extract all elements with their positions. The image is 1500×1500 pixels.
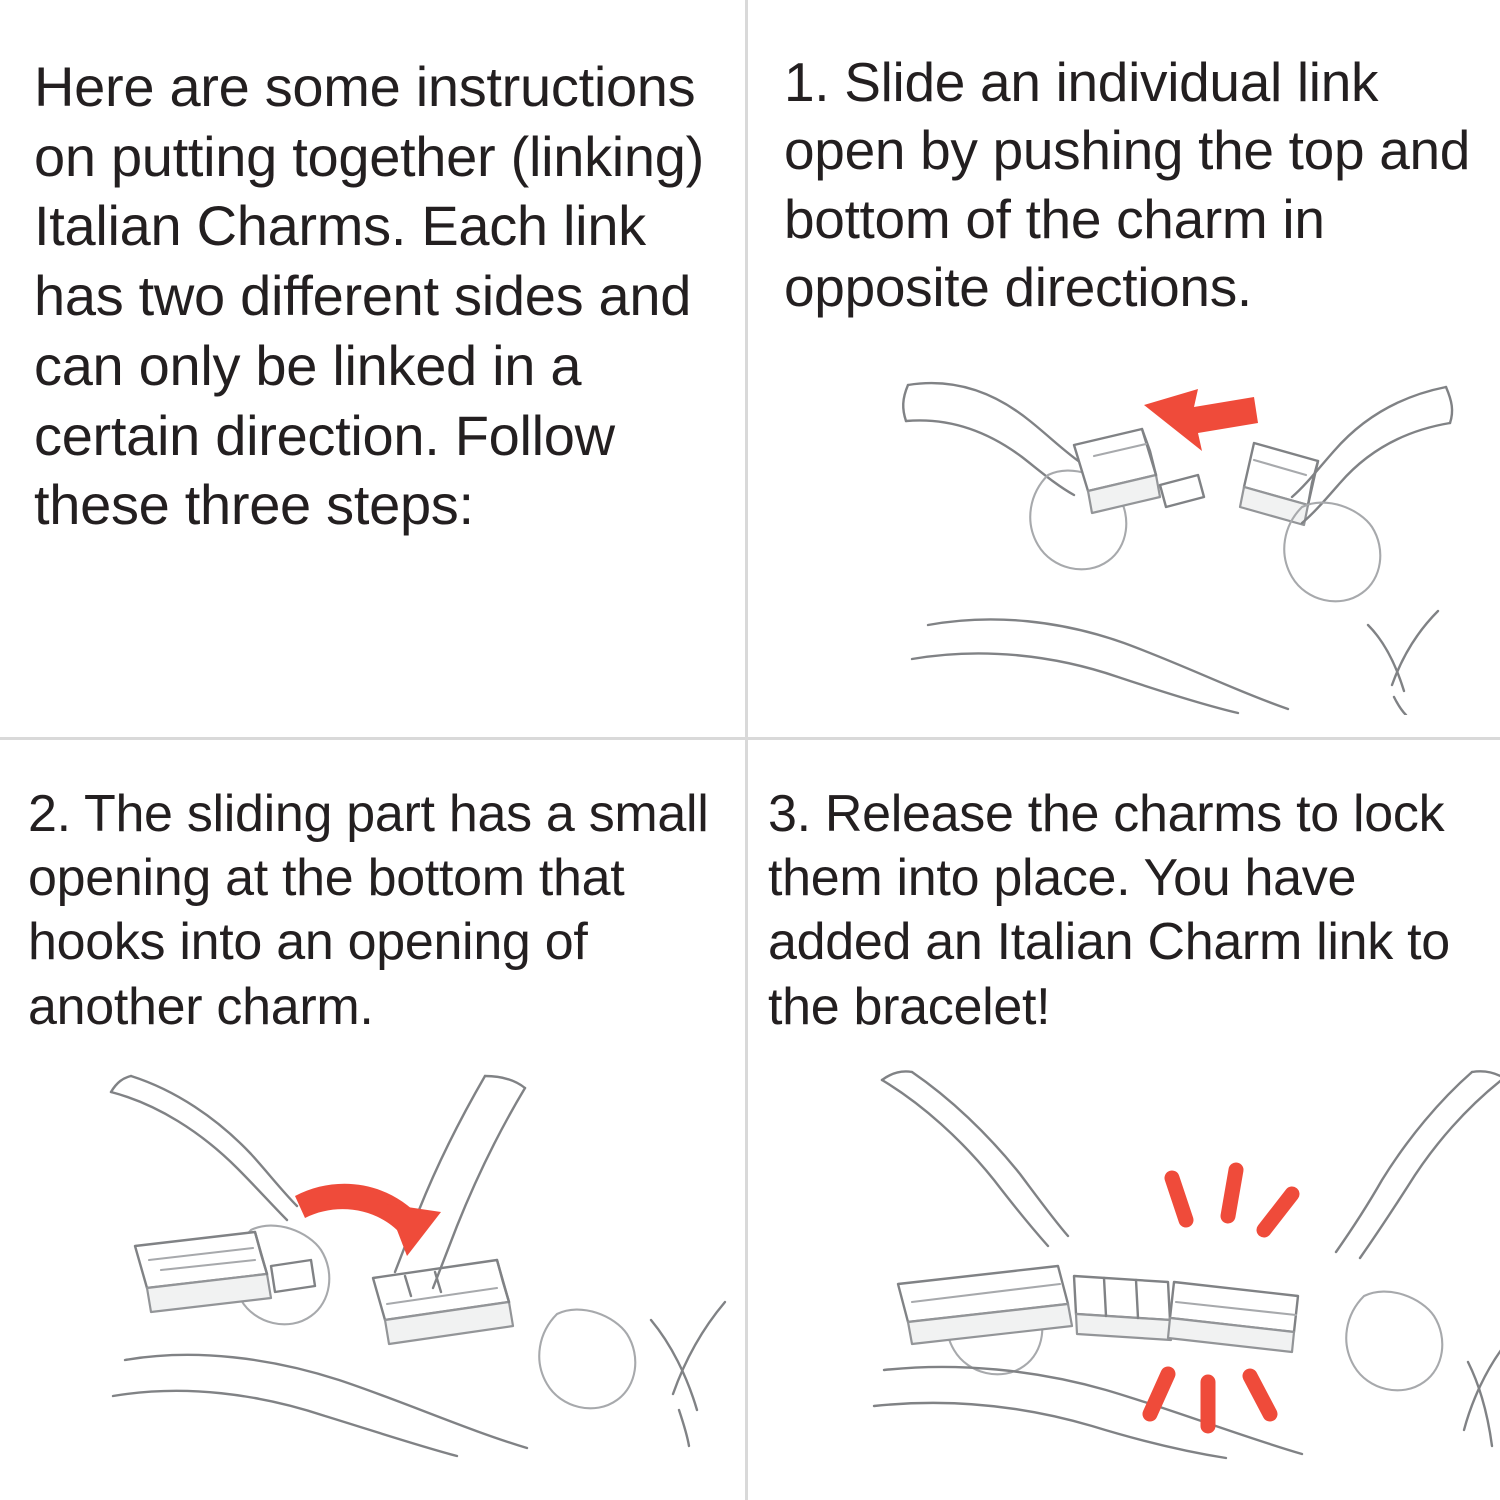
fingers-sliding-charm-link-open-illustration <box>898 325 1458 715</box>
charms-locked-together-illustration <box>868 1070 1500 1460</box>
panel-step-2 <box>0 740 748 1500</box>
charm-hooking-into-opening-illustration <box>105 1070 735 1460</box>
panel-step-3 <box>748 740 1500 1500</box>
step-3-paragraph: 3. Release the charms to lock them into place. You have added an Italian Charm link to the bracelet! <box>768 785 1450 1036</box>
spark-marks-top-icon <box>1172 1170 1292 1230</box>
step-1-paragraph: 1. Slide an individual link open by pushing the top and bottom of the charm in opposite directions. <box>784 51 1471 319</box>
arrow-left-icon <box>1144 389 1258 451</box>
panel-intro <box>0 0 748 740</box>
intro-paragraph: Here are some instructions on putting together (linking) Italian Charms. Each link has two different sides and can only be linked in a certain direction. Follow these three steps: <box>34 55 704 537</box>
spark-marks-bottom-icon <box>1150 1374 1270 1426</box>
step-2-paragraph: 2. The sliding part has a small opening at the bottom that hooks into an opening of another charm. <box>28 785 709 1036</box>
panel-step-1 <box>748 0 1500 740</box>
